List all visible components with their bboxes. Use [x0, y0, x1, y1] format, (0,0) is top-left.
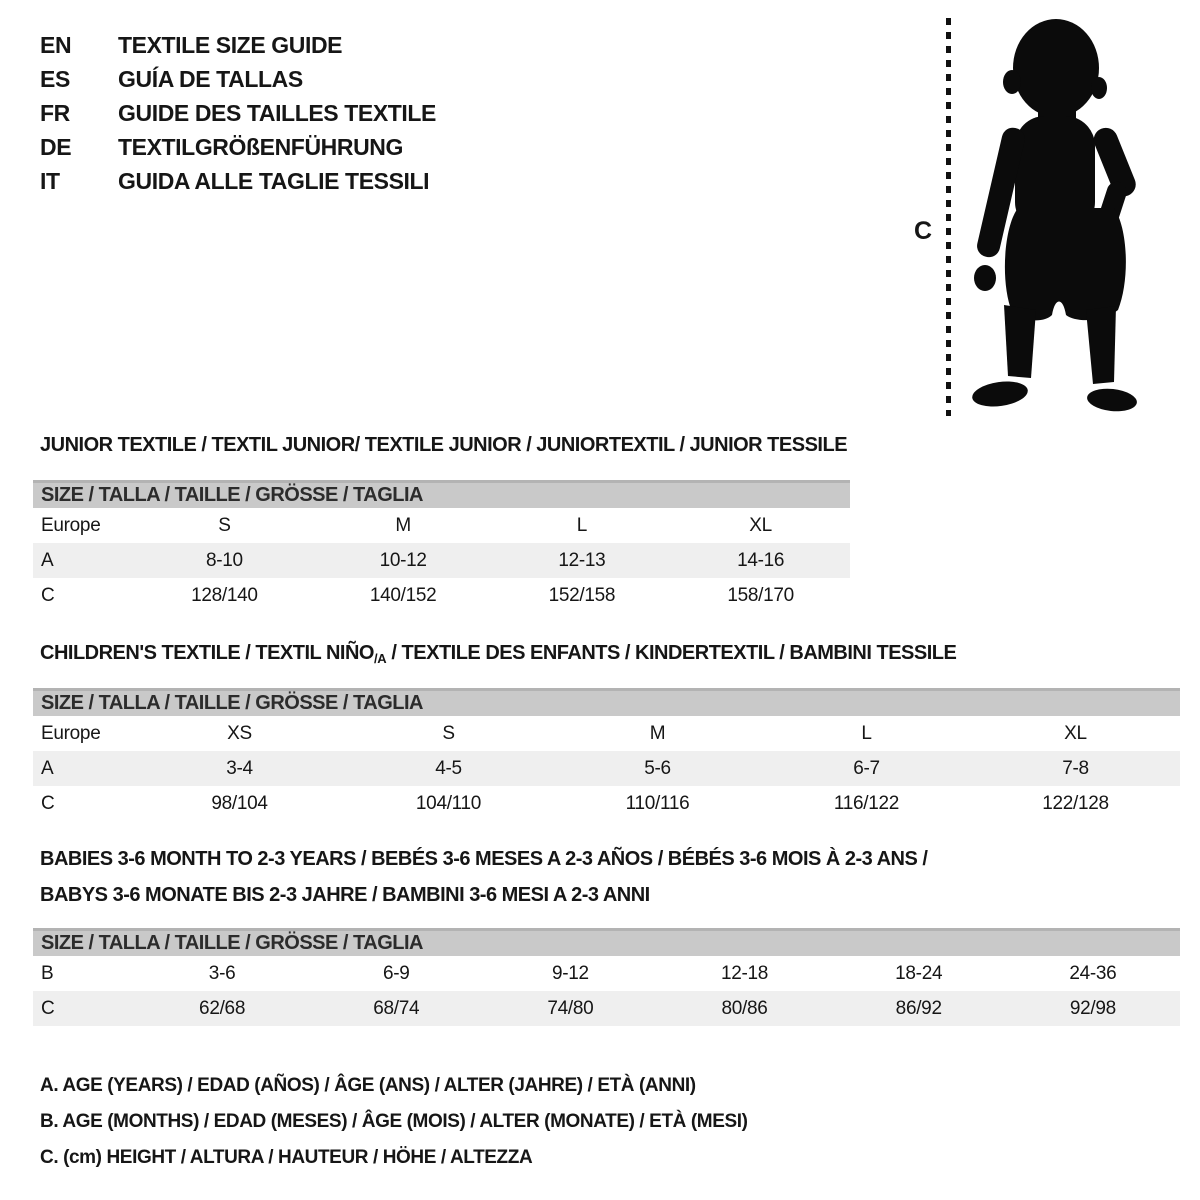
- language-row-de: [40, 130, 436, 164]
- height-cell: 86/92: [832, 991, 1006, 1026]
- height-cell: 116/122: [833, 792, 900, 814]
- height-cell: 98/104: [211, 792, 268, 814]
- junior-row-height: [33, 578, 850, 613]
- size-cell: L: [861, 722, 872, 744]
- childrens-row-europe: [33, 716, 1180, 751]
- row-label: C: [33, 991, 135, 1026]
- row-label: C: [41, 584, 55, 606]
- childrens-row-height: [33, 786, 1180, 821]
- measurement-legend: [40, 1068, 748, 1176]
- size-cell: XS: [227, 722, 252, 744]
- junior-row-europe: [33, 508, 850, 543]
- toddler-silhouette-image: [958, 10, 1168, 420]
- legend-line-height-cm: C. (cm) HEIGHT / ALTURA / HAUTEUR / HÖHE / ALTEZZA: [40, 1147, 533, 1168]
- language-row-it: [40, 164, 436, 198]
- language-code-de: DE: [40, 133, 72, 160]
- language-code-fr: FR: [40, 99, 70, 126]
- age-cell: 8-10: [135, 543, 314, 578]
- height-cell: 152/158: [548, 584, 616, 606]
- height-cell: 140/152: [369, 584, 437, 606]
- age-cell: 7-8: [971, 751, 1180, 786]
- months-cell: 24-36: [1069, 962, 1117, 984]
- months-cell: 18-24: [895, 962, 943, 984]
- age-cell: 5-6: [553, 751, 762, 786]
- height-cell: 80/86: [657, 991, 831, 1026]
- months-cell: 9-12: [551, 962, 589, 984]
- language-title-de: TEXTILGRÖßENFÜHRUNG: [118, 133, 403, 160]
- months-cell: 6-9: [382, 962, 410, 984]
- size-cell: M: [649, 722, 666, 744]
- language-row-es: [40, 62, 436, 96]
- row-label: A: [33, 543, 135, 578]
- size-cell: XL: [1064, 722, 1087, 744]
- language-title-es: GUÍA DE TALLAS: [118, 65, 303, 92]
- height-cell: 62/68: [135, 991, 309, 1026]
- language-title-it: GUIDA ALLE TAGLIE TESSILI: [118, 167, 430, 194]
- childrens-title-subscript: /A: [373, 651, 387, 666]
- language-row-fr: [40, 96, 436, 130]
- language-title-block: [40, 28, 436, 198]
- language-code-it: IT: [40, 167, 60, 194]
- months-cell: 12-18: [720, 962, 769, 984]
- childrens-section-title: [40, 642, 956, 666]
- babies-section-title-line1: BABIES 3-6 MONTH TO 2-3 YEARS / BEBÉS 3-6 MESES A 2-3 AÑOS / BÉBÉS 3-6 MOIS À 2-3 ANS /: [40, 848, 928, 870]
- height-measure-label: C: [914, 217, 933, 245]
- height-cell: 158/170: [727, 584, 794, 606]
- childrens-row-age: [33, 751, 1180, 786]
- junior-row-age: [33, 543, 850, 578]
- height-cell: 122/128: [1042, 792, 1109, 814]
- age-cell: 14-16: [671, 543, 850, 578]
- row-label: C: [41, 792, 55, 814]
- row-label: Europe: [41, 514, 101, 536]
- babies-size-table: [33, 956, 1180, 1026]
- babies-row-months: [33, 956, 1180, 991]
- babies-size-header-bar: SIZE / TALLA / TAILLE / GRÖSSE / TAGLIA: [33, 928, 1180, 956]
- language-code-es: ES: [40, 65, 70, 92]
- height-cell: 110/116: [625, 792, 690, 814]
- language-title-fr: GUIDE DES TAILLES TEXTILE: [118, 99, 436, 126]
- childrens-size-header-bar: SIZE / TALLA / TAILLE / GRÖSSE / TAGLIA: [33, 688, 1180, 716]
- legend-line-age-years: A. AGE (YEARS) / EDAD (AÑOS) / ÂGE (ANS) / ALTER (JAHRE) / ETÀ (ANNI): [40, 1075, 696, 1096]
- language-row-en: [40, 28, 436, 62]
- legend-line-age-months: B. AGE (MONTHS) / EDAD (MESES) / ÂGE (MOIS) / ALTER (MONATE) / ETÀ (MESI): [40, 1111, 748, 1132]
- height-measure-dashed-line: [946, 18, 951, 416]
- height-cell: 74/80: [483, 991, 657, 1026]
- size-cell: L: [576, 514, 588, 536]
- babies-row-height: [33, 991, 1180, 1026]
- height-cell: 68/74: [309, 991, 483, 1026]
- childrens-title-prefix: CHILDREN'S TEXTILE / TEXTIL NIÑO: [40, 642, 374, 664]
- age-cell: 10-12: [314, 543, 493, 578]
- language-code-en: EN: [40, 31, 72, 58]
- row-label: A: [33, 751, 135, 786]
- height-cell: 92/98: [1006, 991, 1180, 1026]
- row-label: B: [41, 962, 54, 984]
- age-cell: 6-7: [762, 751, 971, 786]
- junior-section-title: JUNIOR TEXTILE / TEXTIL JUNIOR/ TEXTILE JUNIOR / JUNIORTEXTIL / JUNIOR TESSILE: [40, 434, 848, 456]
- age-cell: 12-13: [493, 543, 672, 578]
- age-cell: 4-5: [344, 751, 553, 786]
- size-cell: S: [442, 722, 455, 744]
- language-title-en: TEXTILE SIZE GUIDE: [118, 31, 343, 58]
- size-cell: XL: [749, 514, 772, 536]
- babies-section-title-line2: BABYS 3-6 MONATE BIS 2-3 JAHRE / BAMBINI 3-6 MESI A 2-3 ANNI: [40, 884, 650, 906]
- size-cell: S: [218, 514, 231, 536]
- row-label: Europe: [41, 722, 101, 744]
- height-cell: 104/110: [415, 792, 482, 814]
- height-cell: 128/140: [191, 584, 258, 606]
- months-cell: 3-6: [208, 962, 236, 984]
- childrens-title-suffix: / TEXTILE DES ENFANTS / KINDERTEXTIL / BAMBINI TESSILE: [386, 642, 957, 664]
- junior-size-header-bar: SIZE / TALLA / TAILLE / GRÖSSE / TAGLIA: [33, 480, 850, 508]
- junior-size-table: [33, 508, 850, 613]
- childrens-size-table: [33, 716, 1180, 821]
- size-cell: M: [395, 514, 411, 536]
- age-cell: 3-4: [135, 751, 344, 786]
